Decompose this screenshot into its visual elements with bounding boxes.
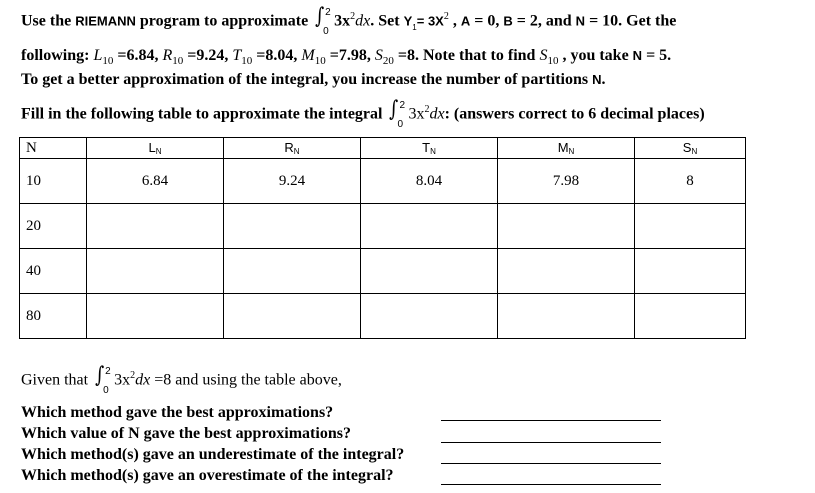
intro-line-3: To get a better approximation of the integral, you increase the number of partitions N.: [21, 71, 606, 88]
cell-ln-answer[interactable]: [87, 204, 224, 249]
given-value-m10: $M_{10} =7.98$,: [301, 47, 375, 67]
header-ln: LN: [87, 138, 224, 159]
cell-n: 40: [20, 249, 87, 294]
given-line: Given that ∫ 2 0 $3x^2dx =8$ and using the table above,: [21, 363, 342, 396]
cell-ln: 6.84: [87, 159, 224, 204]
given-value-l10: $L_{10} =6.84$,: [93, 47, 163, 67]
table-header-row: [20, 138, 746, 159]
cell-rn-answer[interactable]: [224, 249, 361, 294]
approximation-table: [19, 137, 746, 339]
answer-blank-best-n[interactable]: [441, 442, 661, 443]
question-underestimate: Which method(s) gave an underestimate of the integral?: [21, 446, 405, 463]
intro-line-2: following: $L_{10} =6.84$, $R_{10} =9.24$, $T_{10} =8.04$, $M_{10} =7.98$, $S_{20} =8$. Note that to find $S_{10}$ , you take N = 5.: [21, 47, 672, 67]
cell-ln-answer[interactable]: [87, 294, 224, 339]
header-n: N: [20, 138, 87, 159]
cell-mn-answer[interactable]: [498, 204, 635, 249]
question-best-method: Which method gave the best approximations?: [21, 404, 334, 421]
intro-line-4: Fill in the following table to approximate the integral ∫ 2 0 $3x^2dx$: (answers correct to 6 decimal places): [21, 97, 705, 130]
given-value-r10: $R_{10} =9.24$,: [162, 47, 233, 67]
header-rn: RN: [224, 138, 361, 159]
header-tn: TN: [361, 138, 498, 159]
cell-n: 10: [20, 159, 87, 204]
integrand: 3x: [334, 12, 351, 30]
cell-sn-answer[interactable]: [635, 249, 746, 294]
intro-line-1: Use the RIEMANN program to approximate ∫ 2 0 $3x^2dx$. Set $Y_1= 3X^2$ , A = 0, B = 2, and N = 10. Get the: [21, 4, 677, 37]
intro-text: program to approximate: [135, 12, 309, 30]
intro-text: Use the: [21, 12, 76, 30]
table-row: [20, 204, 746, 249]
cell-rn: 9.24: [224, 159, 361, 204]
cell-n: 20: [20, 204, 87, 249]
answer-blank-best-method[interactable]: [441, 420, 661, 421]
given-value-s20: $S_{20} =8$.: [374, 47, 423, 67]
question-best-n: Which value of N gave the best approximations?: [21, 425, 351, 442]
integral-symbol: ∫ 2 0: [389, 97, 406, 130]
cell-mn: 7.98: [498, 159, 635, 204]
cell-sn-answer[interactable]: [635, 294, 746, 339]
cell-n: 80: [20, 294, 87, 339]
integral-symbol: ∫ 2 0: [315, 4, 331, 37]
table-row: [20, 294, 746, 339]
integral-symbol: ∫ 2 0: [95, 363, 111, 396]
cell-tn-answer[interactable]: [361, 204, 498, 249]
cell-ln-answer[interactable]: [87, 249, 224, 294]
header-mn: MN: [498, 138, 635, 159]
y1-label: Y: [403, 13, 413, 29]
cell-mn-answer[interactable]: [498, 249, 635, 294]
cell-mn-answer[interactable]: [498, 294, 635, 339]
answer-blank-underestimate[interactable]: [441, 463, 661, 464]
table-row: [20, 159, 746, 204]
cell-tn-answer[interactable]: [361, 249, 498, 294]
cell-sn-answer[interactable]: [635, 204, 746, 249]
cell-tn: 8.04: [361, 159, 498, 204]
header-sn: SN: [635, 138, 746, 159]
table-row: [20, 249, 746, 294]
cell-sn: 8: [635, 159, 746, 204]
given-value-t10: $T_{10} =8.04$,: [232, 47, 302, 67]
program-name: RIEMANN: [75, 13, 136, 29]
cell-rn-answer[interactable]: [224, 204, 361, 249]
answer-blank-overestimate[interactable]: [441, 484, 661, 485]
cell-rn-answer[interactable]: [224, 294, 361, 339]
cell-tn-answer[interactable]: [361, 294, 498, 339]
question-overestimate: Which method(s) gave an overestimate of the integral?: [21, 467, 394, 484]
